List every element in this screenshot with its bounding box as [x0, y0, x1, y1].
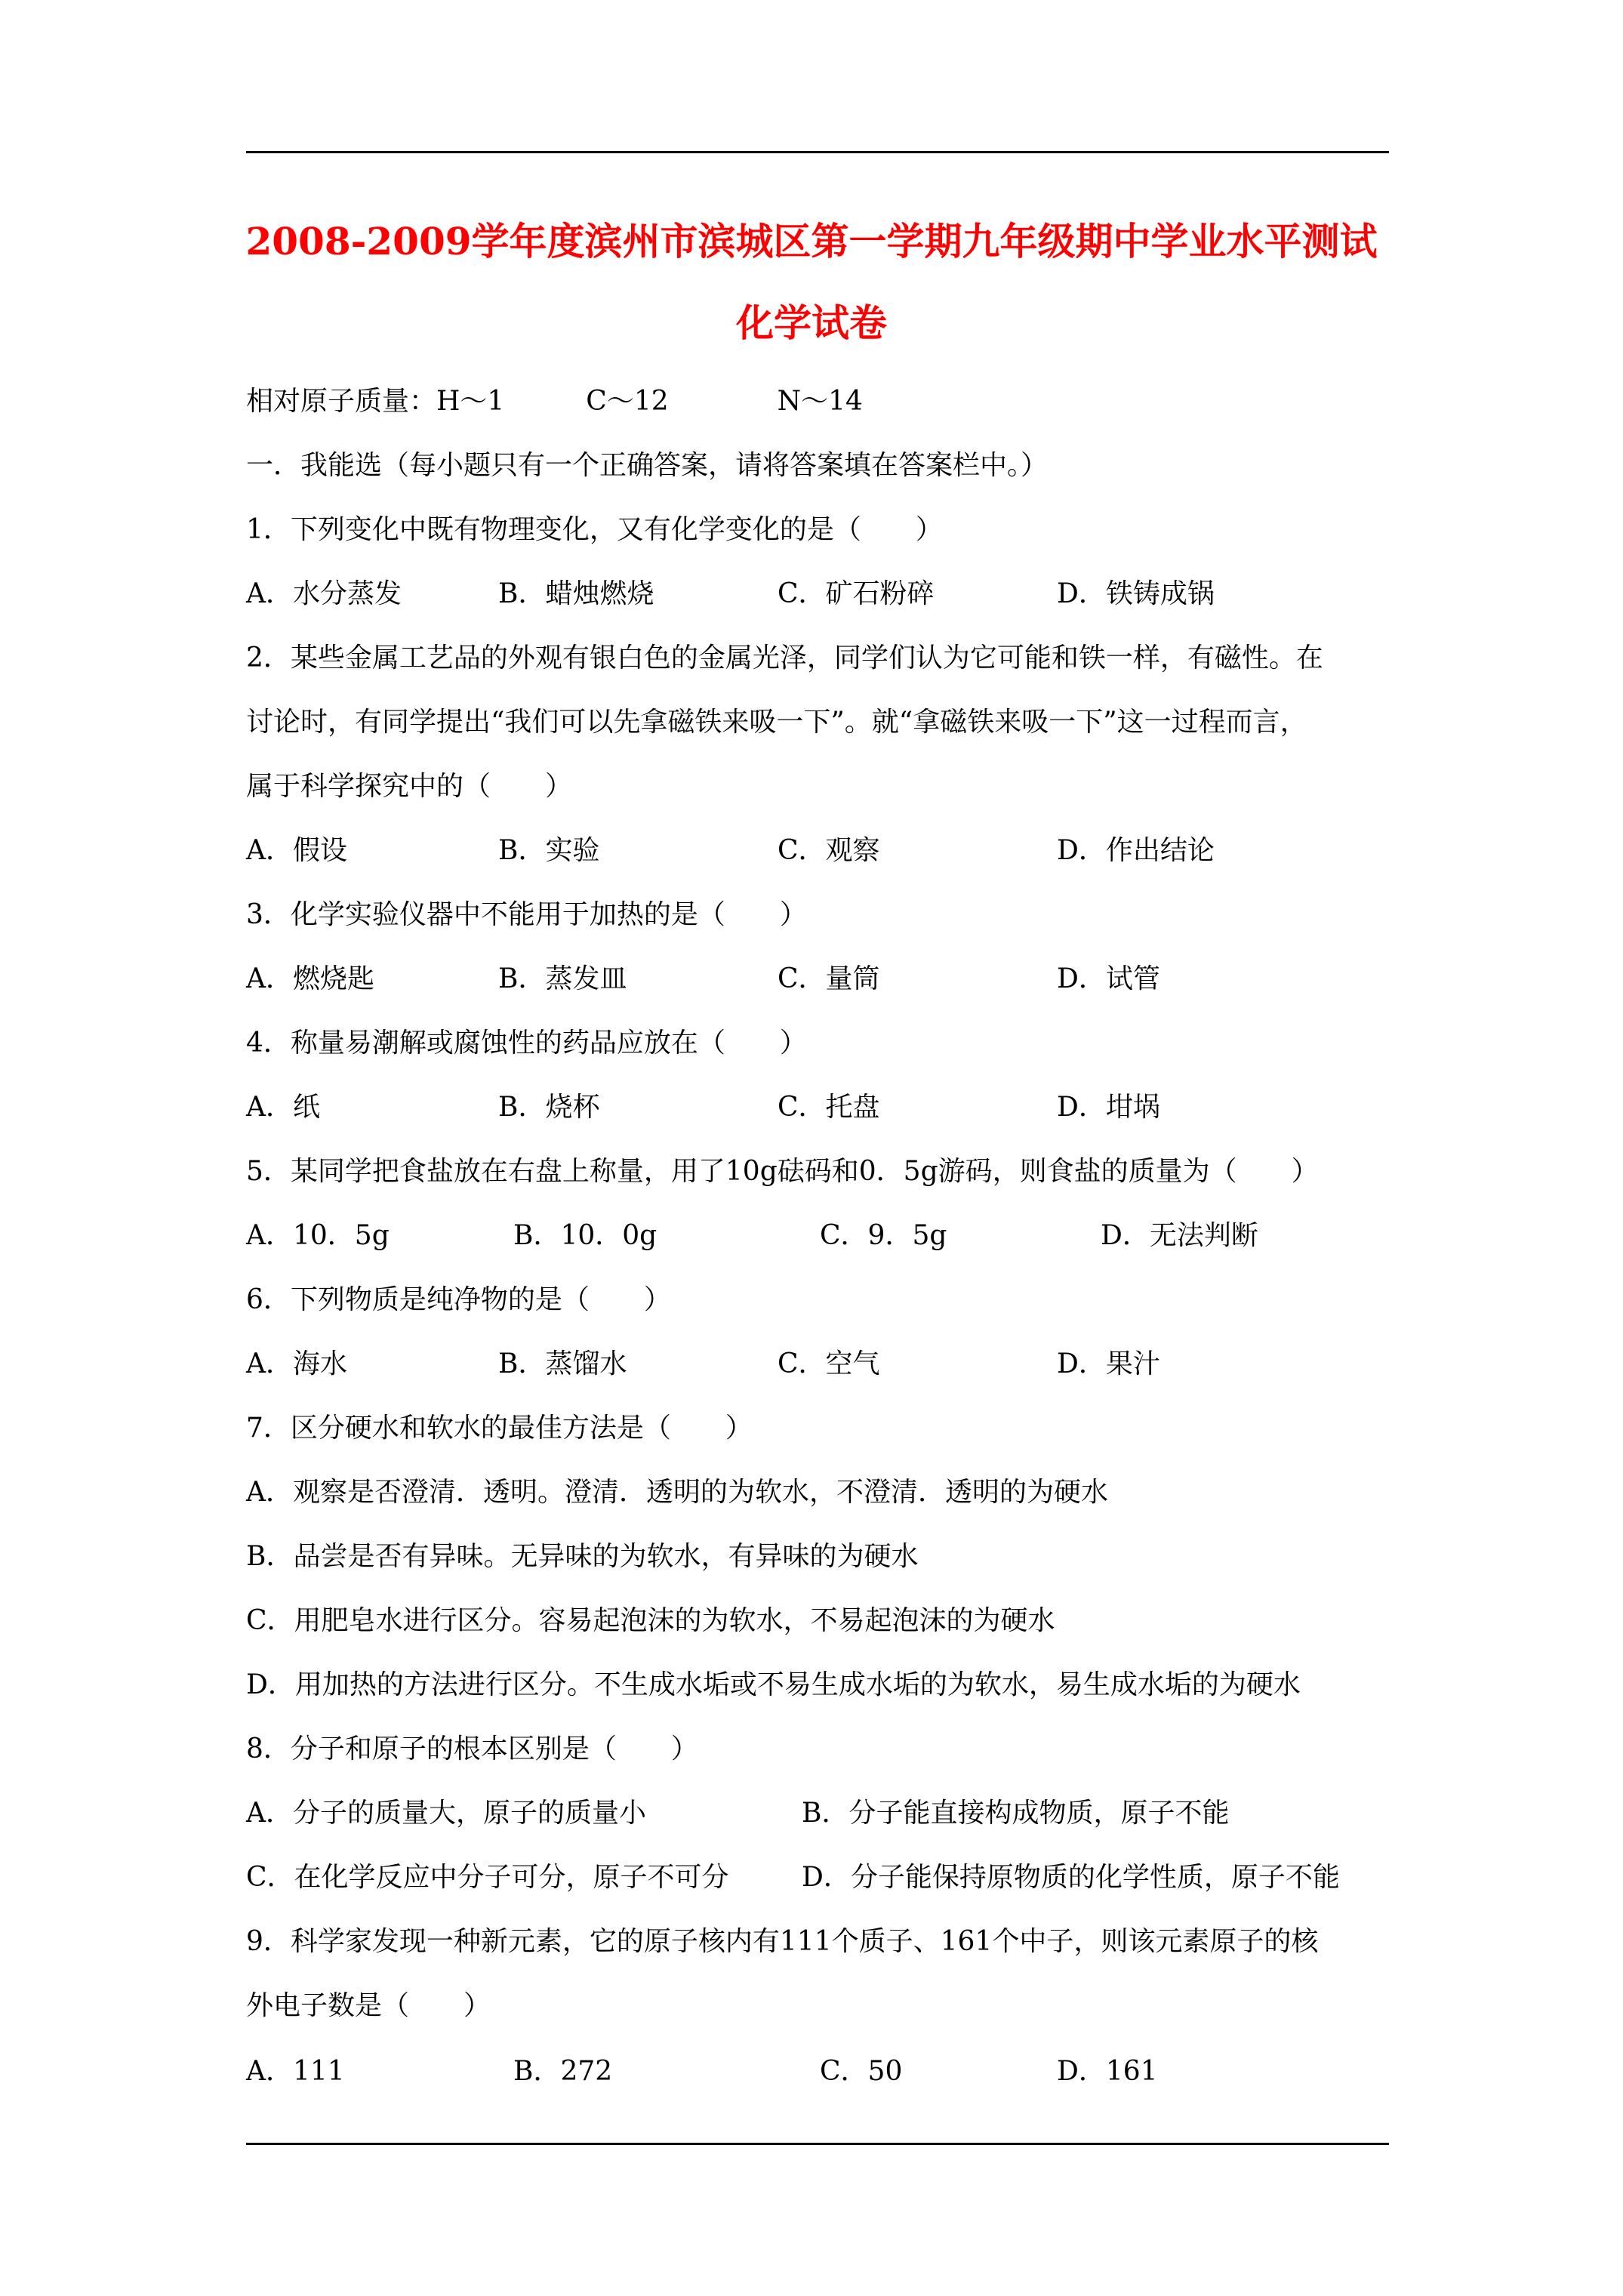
option-b: B．蜡烛燃烧 [498, 578, 654, 609]
option-b: B．蒸发皿 [498, 963, 627, 994]
footer-rule [246, 2143, 1389, 2145]
question-7-stem: 7．区分硬水和软水的最佳方法是（ ） [246, 1413, 753, 1444]
header-rule [246, 151, 1389, 153]
option-b: B．272 [513, 2056, 613, 2087]
question-2-stem-line-1: 2．某些金属工艺品的外观有银白色的金属光泽，同学们认为它可能和铁一样，有磁性。在 [246, 643, 1323, 673]
option-b: B．实验 [498, 835, 600, 866]
option-c: C．在化学反应中分子可分，原子不可分 [246, 1862, 729, 1893]
option-b: B．烧杯 [498, 1092, 600, 1123]
option-d: D．果汁 [1057, 1348, 1160, 1379]
exam-subtitle: 化学试卷 [736, 300, 887, 345]
option-c: C．9．5g [820, 1220, 947, 1251]
question-3-stem: 3．化学实验仪器中不能用于加热的是（ ） [246, 899, 807, 930]
question-8-stem: 8．分子和原子的根本区别是（ ） [246, 1734, 698, 1764]
option-a: A．燃烧匙 [246, 963, 374, 994]
option-a: A．海水 [246, 1348, 347, 1379]
option-a: A．分子的质量大，原子的质量小 [246, 1798, 646, 1829]
option-d: D．铁铸成锅 [1057, 578, 1215, 609]
option-d: D．作出结论 [1057, 835, 1215, 866]
option-c: C．50 [820, 2056, 903, 2087]
option-d: D．分子能保持原物质的化学性质，原子不能 [802, 1862, 1340, 1893]
question-8-options-row-1 [0, 1797, 1623, 1830]
option-a: A．10．5g [246, 1220, 390, 1251]
option-c: C．量筒 [778, 963, 880, 994]
option-c: C．托盘 [778, 1092, 880, 1123]
option-d: D．用加热的方法进行区分。不生成水垢或不易生成水垢的为软水，易生成水垢的为硬水 [246, 1669, 1301, 1700]
option-a: A．111 [246, 2056, 345, 2087]
option-b: B．分子能直接构成物质，原子不能 [802, 1798, 1230, 1829]
option-c: C．用肥皂水进行区分。容易起泡沫的为软水，不易起泡沫的为硬水 [246, 1605, 1055, 1636]
question-9-stem-line-1: 9．科学家发现一种新元素，它的原子核内有111个质子、161个中子，则该元素原子的核 [246, 1926, 1319, 1957]
atomic-mass-note: 相对原子质量：H～1 C～12 N～14 [246, 386, 863, 417]
question-2-options [0, 834, 1623, 868]
question-1-stem: 1．下列变化中既有物理变化，又有化学变化的是（ ） [246, 514, 943, 545]
option-b: B．10．0g [513, 1220, 658, 1251]
option-c: C．矿石粉碎 [778, 578, 935, 609]
question-6-options [0, 1348, 1623, 1381]
section-heading: 一．我能选（每小题只有一个正确答案，请将答案填在答案栏中。） [246, 450, 1049, 481]
option-d: D．坩埚 [1057, 1092, 1160, 1123]
question-9-options [0, 2055, 1623, 2088]
question-3-options [0, 963, 1623, 996]
option-d: D．161 [1057, 2056, 1158, 2087]
question-4-stem: 4．称量易潮解或腐蚀性的药品应放在（ ） [246, 1028, 807, 1059]
question-2-stem-line-3: 属于科学探究中的（ ） [246, 771, 573, 802]
option-c: C．空气 [778, 1348, 880, 1379]
option-b: B．蒸馏水 [498, 1348, 627, 1379]
option-c: C．观察 [778, 835, 880, 866]
exam-title: 2008-2009学年度滨州市滨城区第一学期九年级期中学业水平测试 [245, 219, 1378, 264]
option-d: D．无法判断 [1101, 1220, 1258, 1251]
option-a: A．观察是否澄清．透明。澄清．透明的为软水，不澄清．透明的为硬水 [246, 1477, 1108, 1508]
question-8-options-row-2 [0, 1861, 1623, 1894]
question-6-stem: 6．下列物质是纯净物的是（ ） [246, 1284, 671, 1315]
option-a: A．水分蒸发 [246, 578, 402, 609]
option-a: A．纸 [246, 1092, 320, 1123]
option-b: B．品尝是否有异味。无异味的为软水，有异味的为硬水 [246, 1541, 919, 1572]
question-2-stem-line-2: 讨论时，有同学提出“我们可以先拿磁铁来吸一下”。就“拿磁铁来吸一下”这一过程而言， [246, 707, 1307, 738]
question-4-options [0, 1091, 1623, 1124]
question-9-stem-line-2: 外电子数是（ ） [246, 1990, 491, 2021]
question-1-options [0, 578, 1623, 611]
question-5-stem: 5．某同学把食盐放在右盘上称量，用了10g砝码和0．5g游码，则食盐的质量为（ ） [246, 1156, 1319, 1187]
option-d: D．试管 [1057, 963, 1160, 994]
question-5-options [0, 1219, 1623, 1253]
option-a: A．假设 [246, 835, 347, 866]
